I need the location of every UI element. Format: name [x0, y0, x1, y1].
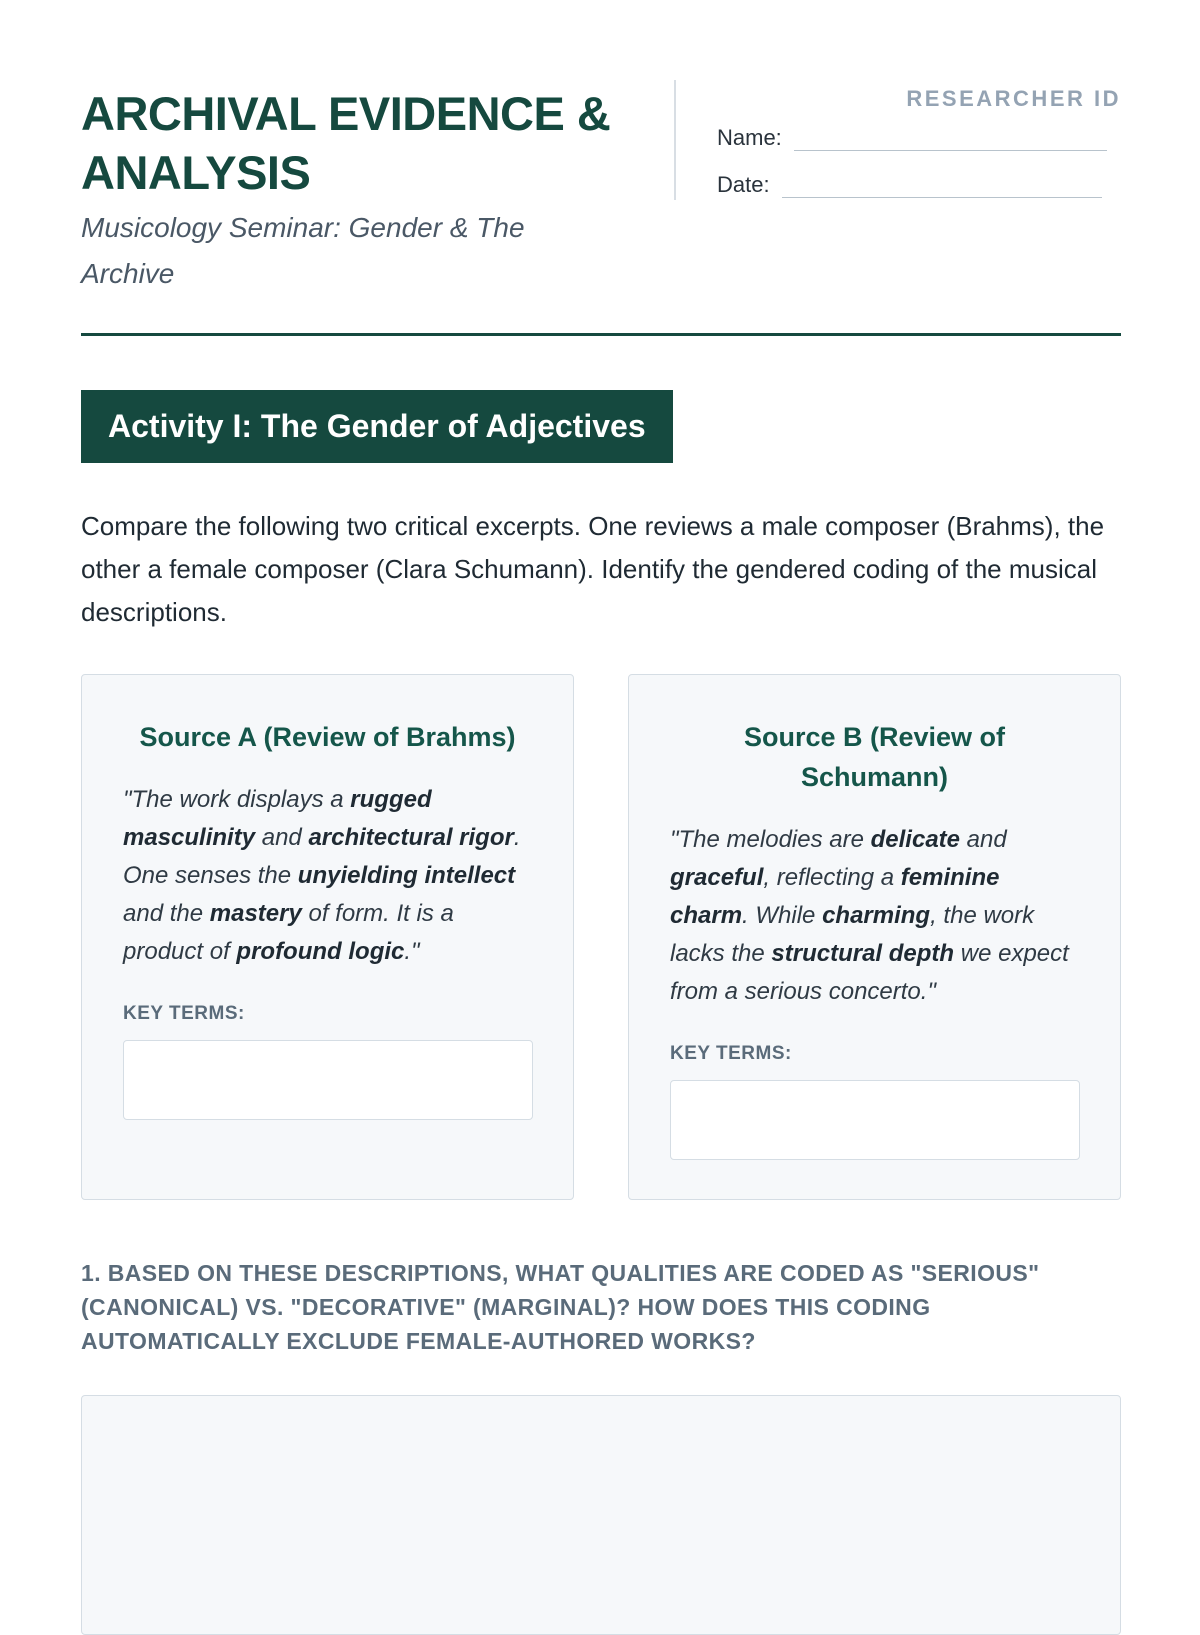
question-1-answer-box[interactable] — [81, 1395, 1121, 1635]
emphasis-term: structural depth — [771, 940, 955, 967]
source-b-card — [628, 674, 1121, 1200]
emphasis-term: delicate — [870, 826, 961, 853]
emphasis-term: architectural rigor — [308, 824, 514, 851]
emphasis-term: mastery — [209, 900, 302, 927]
researcher-id-label: RESEARCHER ID — [906, 86, 1121, 111]
source-a-key-terms-input[interactable] — [123, 1040, 533, 1120]
header-divider — [674, 80, 676, 200]
emphasis-term: profound logic — [236, 938, 405, 965]
source-a-quote: "The work displays a rugged masculinity and architectural rigor. One senses the unyielding intellect and the mastery of form. It is a product of profound logic." — [123, 786, 521, 965]
source-a-card — [81, 674, 574, 1200]
worksheet-header — [81, 80, 1121, 295]
page-title: ARCHIVAL EVIDENCE & ANALYSIS — [81, 87, 611, 199]
emphasis-term: rugged masculinity — [123, 786, 432, 851]
source-b-key-terms-label: KEY TERMS: — [670, 1043, 792, 1064]
emphasis-term: unyielding intellect — [297, 862, 516, 889]
name-field[interactable] — [717, 125, 1107, 151]
page-subtitle: Musicology Seminar: Gender & The Archive — [81, 212, 525, 289]
source-a-key-terms-label: KEY TERMS: — [123, 1003, 245, 1024]
date-field[interactable] — [717, 172, 1102, 198]
name-label: Name: — [717, 125, 782, 150]
header-rule — [81, 333, 1121, 336]
emphasis-term: graceful — [670, 864, 764, 891]
date-input-line[interactable] — [782, 197, 1102, 198]
source-a-title: Source A (Review of Brahms) — [139, 722, 516, 752]
question-1-prompt: 1. BASED ON THESE DESCRIPTIONS, WHAT QUALITIES ARE CODED AS "SERIOUS" (CANONICAL) VS. "DECORATIVE" (MARGINAL)? HOW DOES THIS CODING AUTOMATICALLY EXCLUDE FEMALE-AUTHORED WORKS? — [81, 1260, 1040, 1354]
activity-instructions: Compare the following two critical excerpts. One reviews a male composer (Brahms), the other a female composer (Clara Schumann). Identify the gendered coding of the musical descriptions. — [81, 511, 1105, 627]
emphasis-term: feminine charm — [670, 864, 1000, 929]
date-label: Date: — [717, 172, 770, 197]
source-b-key-terms-input[interactable] — [670, 1080, 1080, 1160]
name-input-line[interactable] — [794, 150, 1107, 151]
emphasis-term: charming — [822, 902, 931, 929]
source-b-title: Source B (Review of Schumann) — [743, 722, 1006, 792]
activity-banner: Activity I: The Gender of Adjectives — [81, 390, 673, 463]
source-b-quote: "The melodies are delicate and graceful, reflecting a feminine charm. While charming, the work lacks the structural depth we expect from a serious concerto." — [670, 826, 1069, 1005]
